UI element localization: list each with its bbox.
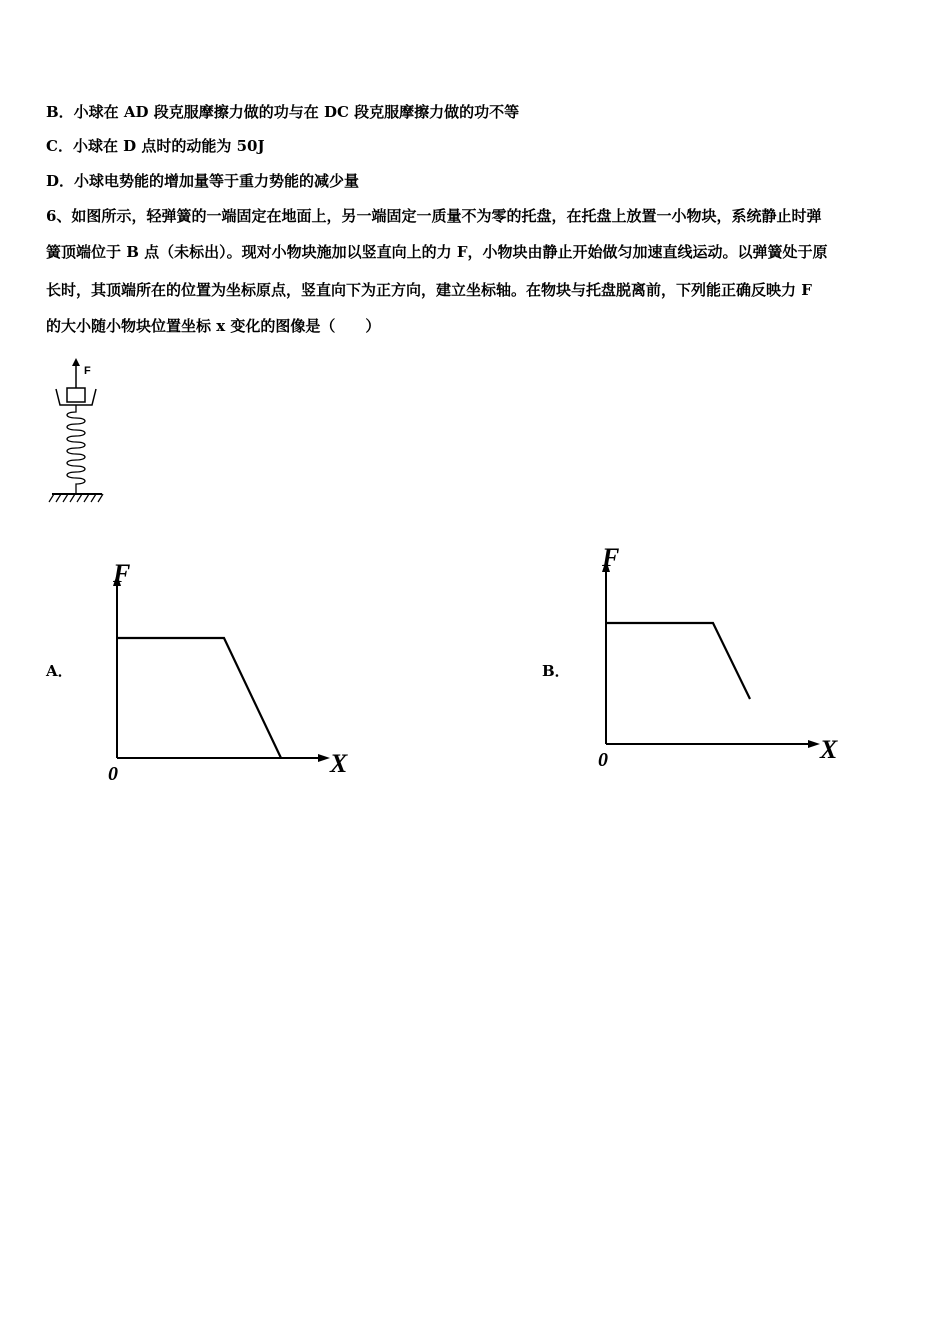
question6-line2: 簧顶端位于 B 点（未标出）。现对小物块施加以竖直向上的力 F，小物块由静止开始做匀加速直线运动。以弹簧处于原 (46, 243, 828, 261)
graph-a (100, 556, 360, 796)
option-b-prev: B．小球在 AD 段克服摩擦力做的功与在 DC 段克服摩擦力做的功不等 (46, 103, 520, 121)
graph-b-origin: 0 (598, 749, 608, 771)
graph-b-x-label: X (820, 735, 838, 764)
graph-a-x-label: X (330, 749, 348, 778)
force-label: F (84, 365, 91, 377)
spring-figure (44, 356, 114, 506)
question6-line1: 6、如图所示，轻弹簧的一端固定在地面上，另一端固定一质量不为零的托盘，在托盘上放置一小物块，系统静止时弹 (46, 207, 822, 225)
graph-b-y-label: F (602, 543, 620, 572)
question6-line4: 的大小随小物块位置坐标 x 变化的图像是（ ） (46, 317, 381, 335)
option-c-prev: C．小球在 D 点时的动能为 50J (46, 137, 265, 155)
option-b-label: B． (542, 662, 570, 680)
graph-b-curve (606, 623, 750, 699)
graph-a-y-label: F (113, 559, 131, 588)
graph-a-origin: 0 (108, 763, 118, 785)
option-a-label: A． (46, 662, 73, 680)
graph-a-curve (117, 638, 281, 758)
graph-b (590, 540, 850, 780)
spring (67, 405, 85, 494)
question6-line3: 长时，其顶端所在的位置为坐标原点，竖直向下为正方向，建立坐标轴。在物块与托盘脱离前，下列能正确反映力 F (46, 281, 812, 299)
block (67, 388, 85, 402)
option-d-prev: D．小球电势能的增加量等于重力势能的减少量 (46, 172, 360, 190)
